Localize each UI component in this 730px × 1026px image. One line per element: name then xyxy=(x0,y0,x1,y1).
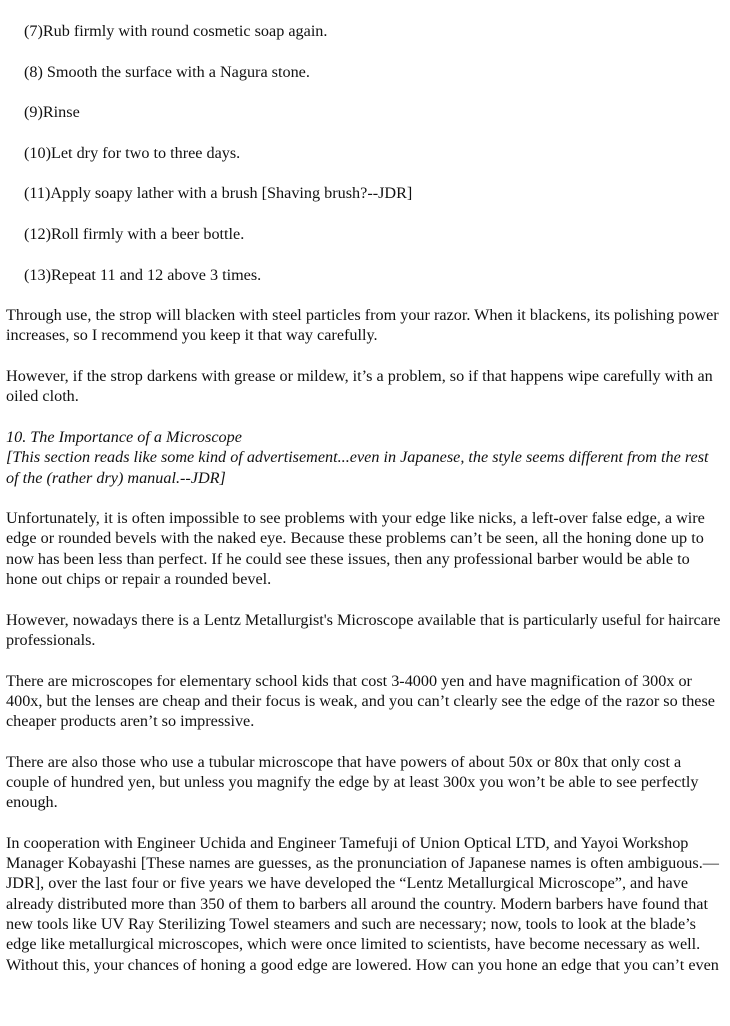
strop-grease-paragraph: However, if the strop darkens with grease or mildew, it’s a problem, so if that happens wipe carefully with an oiled cloth. xyxy=(6,367,713,406)
step-11: (11)Apply soapy lather with a brush [Shaving brush?--JDR] xyxy=(24,184,413,203)
step-10: (10)Let dry for two to three days. xyxy=(24,143,241,162)
step-8: (8) Smooth the surface with a Nagura stone. xyxy=(24,62,310,81)
edge-problems-paragraph: Unfortunately, it is often impossible to see problems with your edge like nicks, a left-over false edge, a wire edge or rounded bevels with the naked eye. Because these problems can’t be seen, all the honing done up to now has been less than perfect. If he could see these issues, then any professional barber would be able to hone out chips or repair a rounded bevel. xyxy=(6,509,705,589)
document-page xyxy=(6,21,722,995)
section-title: 10. The Importance of a Microscope xyxy=(6,427,242,446)
step-13: (13)Repeat 11 and 12 above 3 times. xyxy=(24,265,262,284)
cheap-microscopes-paragraph: There are microscopes for elementary school kids that cost 3-4000 yen and have magnification of 300x or 400x, but the lenses are cheap and their focus is weak, and you can’t clearly see the edge of the razor so these cheaper products aren’t so impressive. xyxy=(6,671,715,731)
development-paragraph: In cooperation with Engineer Uchida and Engineer Tamefuji of Union Optical LTD, and Yayoi Workshop Manager Kobayashi [These names are guesses, as the pronunciation of Japanese names is often ambiguous.—JDR], over the last four or five years we have developed the “Lentz Metallurgical Microscope”, and have already distributed more than 350 of them to barbers all around the country. Modern barbers have found that new tools like UV Ray Sterilizing Towel steamers and such are necessary; now, tools to look at the blade’s edge like metallurgical microscopes, which were once limited to scientists, have become necessary as well. Without this, your chances of honing a good edge are lowered. How can you hone an edge that you can’t even xyxy=(6,833,719,974)
lentz-microscope-paragraph: However, nowadays there is a Lentz Metallurgist's Microscope available that is particularly useful for haircare professionals. xyxy=(6,610,721,649)
step-12: (12)Roll firmly with a beer bottle. xyxy=(24,224,245,243)
tubular-microscope-paragraph: There are also those who use a tubular microscope that have powers of about 50x or 80x that only cost a couple of hundred yen, but unless you magnify the edge by at least 300x you won’t be able to see perfectly enough. xyxy=(6,752,699,812)
translator-note: [This section reads like some kind of advertisement...even in Japanese, the style seems different from the rest of the (rather dry) manual.--JDR] xyxy=(6,448,709,487)
strop-blacken-paragraph: Through use, the strop will blacken with steel particles from your razor. When it blackens, its polishing power increases, so I recommend you keep it that way carefully. xyxy=(6,306,719,345)
step-9: (9)Rinse xyxy=(24,103,80,122)
step-7: (7)Rub firmly with round cosmetic soap again. xyxy=(24,22,328,40)
